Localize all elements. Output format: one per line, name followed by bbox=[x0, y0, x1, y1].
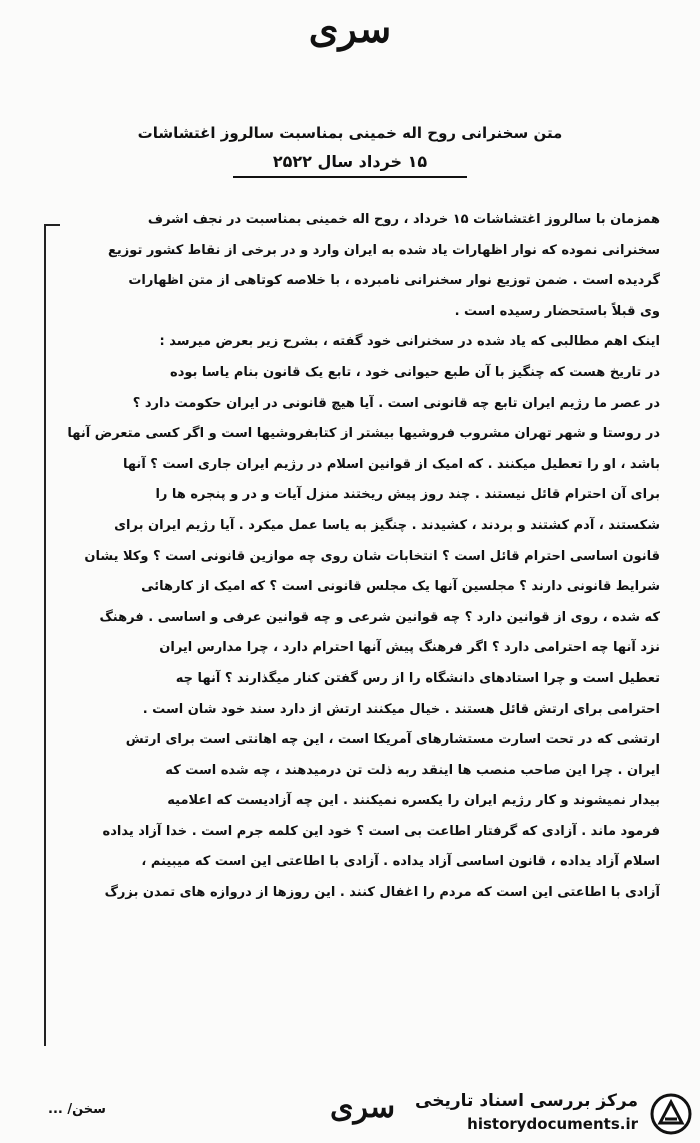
watermark-title: مرکز بررسی اسناد تاریخی bbox=[415, 1091, 638, 1111]
body-line: وی قبلاً باستحضار رسیده است . bbox=[454, 303, 660, 319]
body-line: در روستا و شهر تهران مشروب فروشیها بیشتر از کتابفروشیها است و اگر کسی متعرض آنها bbox=[67, 426, 660, 442]
document-body bbox=[40, 205, 660, 909]
body-line: شرایط قانونی دارند ؟ مجلسین آنها یک مجلس قانونی است ؟ که امیک از کارهائی bbox=[141, 579, 660, 595]
document-title bbox=[60, 118, 640, 178]
body-line: همزمان با سالروز اغتشاشات ۱۵ خرداد ، روح اله خمینی بمناسبت در نجف اشرف bbox=[147, 212, 660, 227]
archive-logo-icon bbox=[650, 1093, 692, 1135]
body-line: گردیده است . ضمن توزیع نوار سخنرانی نامبرده ، با خلاصه کوتاهی از متن اظهارات bbox=[128, 273, 660, 289]
title-line-2: ۱۵ خرداد سال ۲۵۲۲ bbox=[233, 148, 467, 178]
title-line-1: متن سخنرانی روح اله خمینی بمناسبت سالروز اغتشاشات bbox=[137, 124, 563, 142]
body-line: که شده ، روی از قوانین دارد ؟ چه قوانین شرعی و چه قوانین عرفی و اساسی . فرهنگ bbox=[99, 609, 660, 625]
body-line: ایران . چرا این صاحب منصب ها اینقد ربه ذلت تن درمیدهند ، چه شده است که bbox=[165, 762, 660, 778]
body-line: ارتشی که در تحت اسارت مستشارهای آمریکا است ، این چه اهانتی است برای ارتش bbox=[125, 732, 660, 748]
body-line: در تاریخ هست که چنگیز با آن طبع حیوانی خود ، تابع یک قانون بنام یاسا بوده bbox=[170, 364, 660, 380]
body-line: نزد آنها چه احترامی دارد ؟ اگر فرهنگ پیش آنها احترام دارد ، چرا مدارس ایران bbox=[159, 640, 660, 656]
body-line: سخنرانی نموده که نوار اظهارات یاد شده به ایران وارد و در برخی از نقاط کشور توزیع bbox=[108, 242, 660, 258]
body-line: تعطیل است و چرا استادهای دانشگاه را از رس گفتن کنار میگذارند ؟ آنها چه bbox=[175, 670, 660, 686]
body-line: احترامی برای ارتش قائل هستند . خیال میکنند ارتش از دارد سند خود شان است . bbox=[142, 701, 660, 717]
classification-mark-bottom: سری bbox=[330, 1090, 396, 1125]
archive-watermark bbox=[410, 1091, 692, 1137]
page-number: سخن/ ... bbox=[48, 1102, 106, 1117]
body-line: بیدار نمیشوند و کار رژیم ایران را یکسره نمیکنند . این چه آزادیست که اعلامیه bbox=[167, 793, 660, 809]
watermark-url: historydocuments.ir bbox=[467, 1115, 638, 1133]
body-line: آزادی با اطاعتی این است که مردم را اغفال کنند . این روزها از دروازه های تمدن بزرگ bbox=[104, 885, 660, 901]
body-line: شکستند ، آدم کشتند و بردند ، کشیدند . چنگیز به یاسا عمل میکرد . آیا رژیم ایران برای bbox=[114, 517, 660, 533]
body-line: اینک اهم مطالبی که یاد شده در سخنرانی خود گفته ، بشرح زیر بعرض میرسد : bbox=[159, 334, 660, 350]
body-line: برای آن احترام قائل نیستند . چند روز پیش ریختند منزل آیات و در و پنجره ها را bbox=[155, 487, 660, 503]
body-line: در عصر ما رژیم ایران تابع چه قانونی است . آیا هیچ قانونی در ایران حکومت دارد ؟ bbox=[132, 395, 660, 411]
body-line: باشد ، او را تعطیل میکنند . که امیک از قوانین اسلام در رژیم ایران جاری است ؟ آنها bbox=[122, 456, 660, 472]
classification-mark-top: سری bbox=[308, 6, 392, 51]
body-line: فرمود ماند . آزادی که گرفتار اطاعت بی است ؟ خود این کلمه جرم است . خدا آزاد یداده bbox=[102, 823, 660, 839]
body-line: قانون اساسی احترام قائل است ؟ انتخابات شان روی چه موازین قانونی است ؟ وکلا یشان bbox=[84, 548, 660, 564]
body-line: اسلام آزاد یداده ، قانون اساسی آزاد یداده . آزادی با اطاعتی این است که میبینم ، bbox=[141, 854, 660, 870]
